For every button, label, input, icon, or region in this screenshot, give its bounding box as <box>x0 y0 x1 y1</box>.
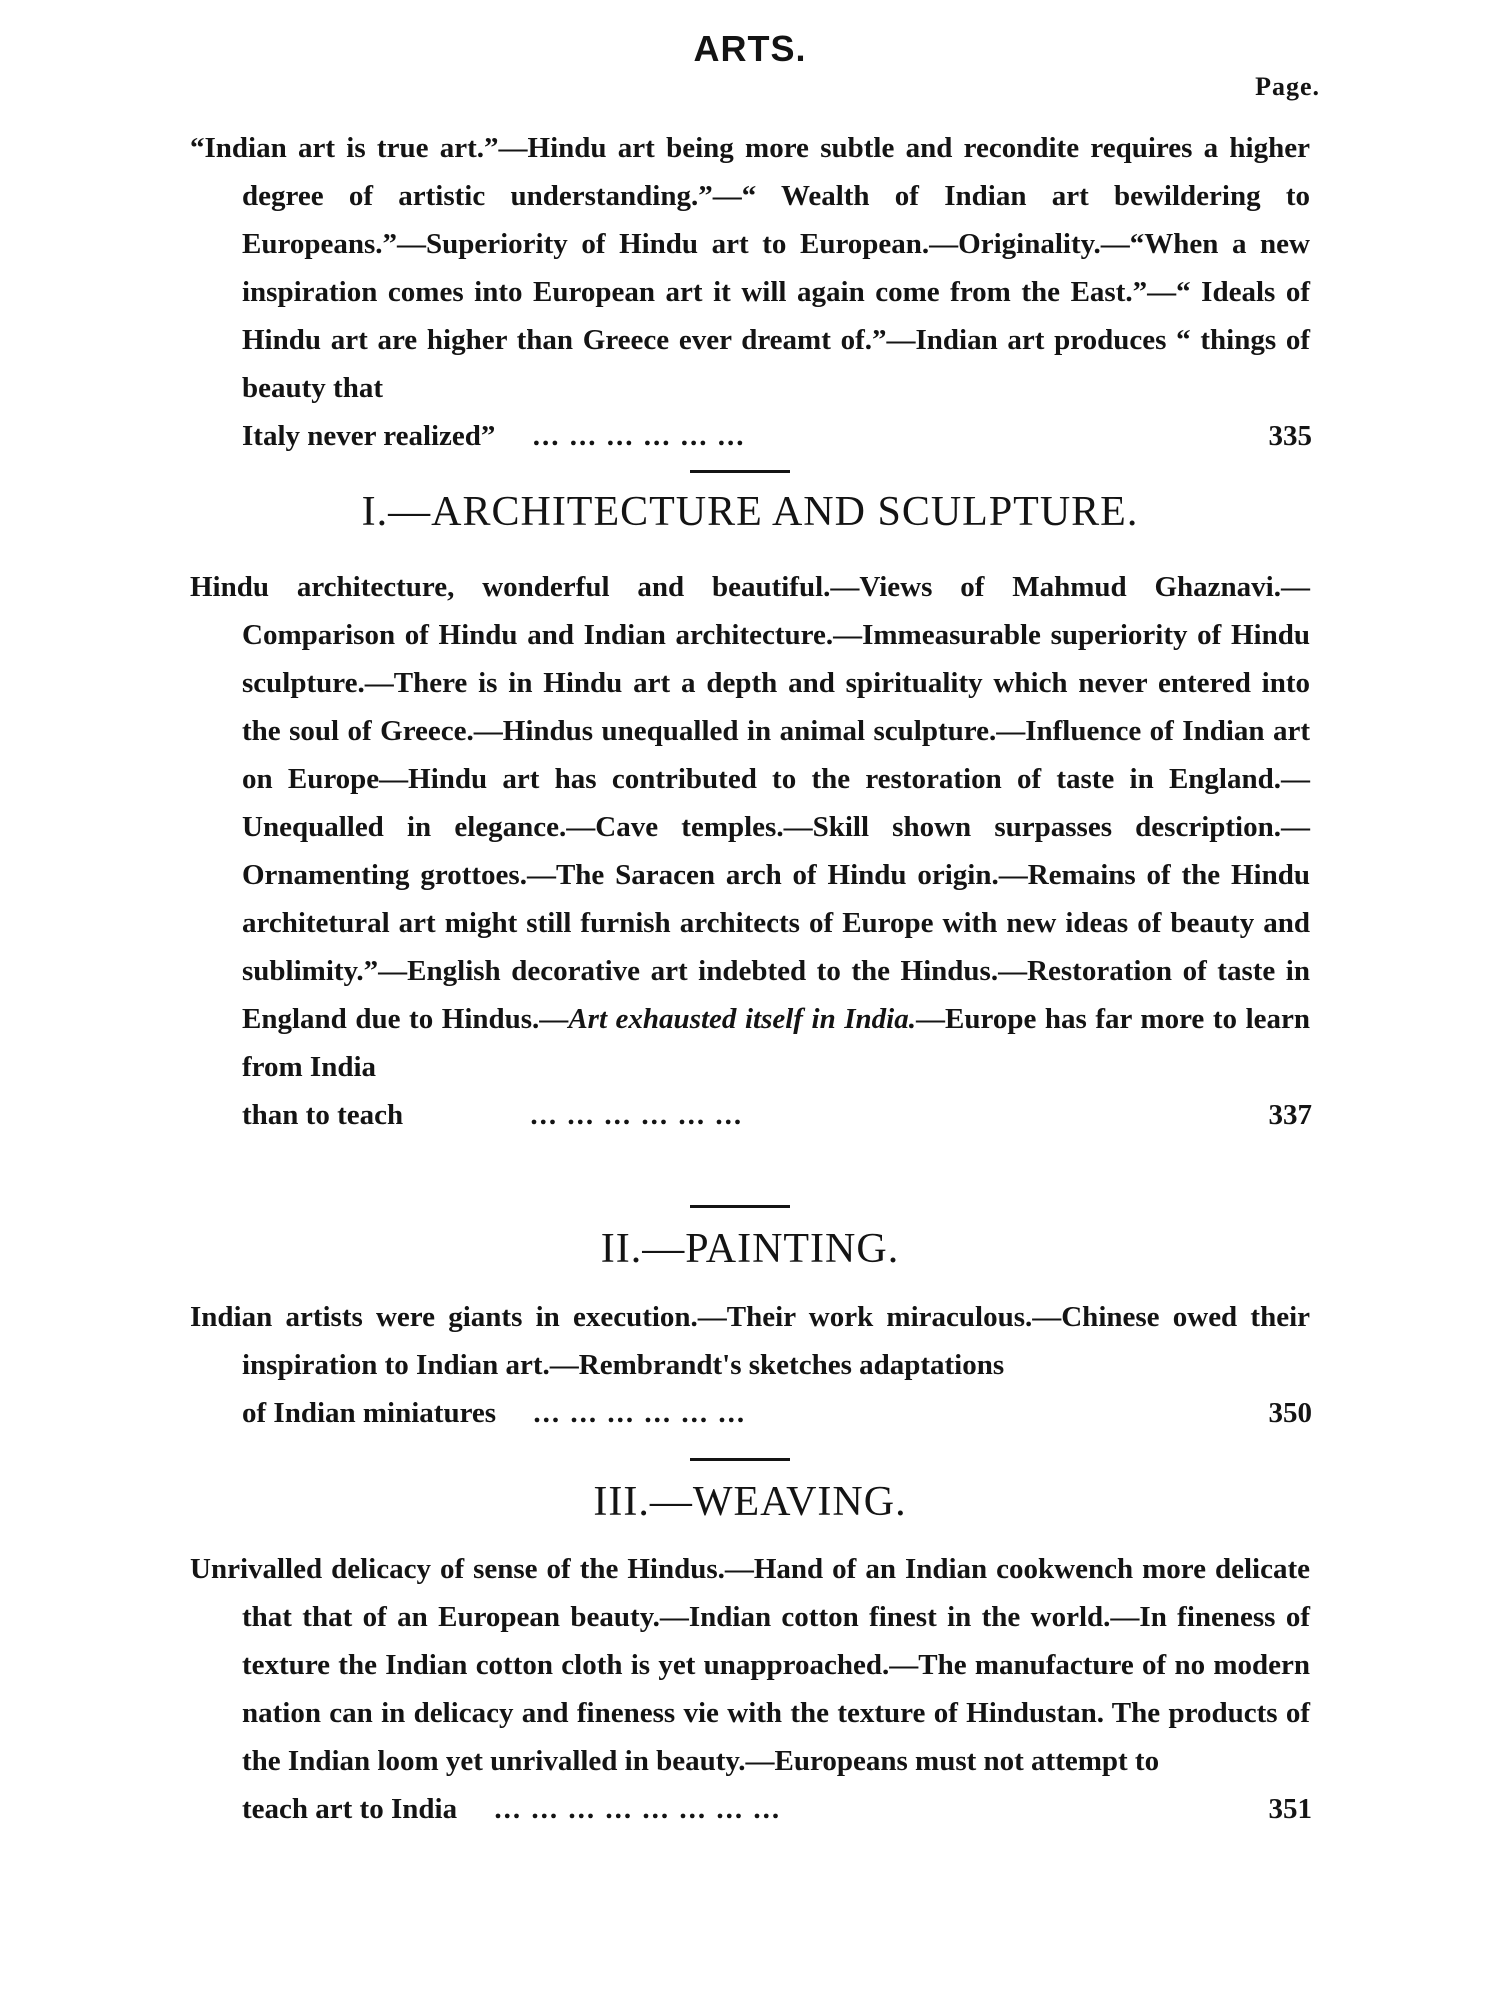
section-heading-weaving: III.—WEAVING. <box>593 1479 907 1525</box>
entry-last-text: Italy never realized” <box>242 420 496 452</box>
entry-last-line <box>242 1785 1310 1833</box>
toc-entry-intro <box>190 124 1310 460</box>
entry-last-line <box>242 1091 1310 1139</box>
page-number: 350 <box>1268 1397 1312 1429</box>
dot-leader: ... ... ... ... ... ... <box>532 420 746 452</box>
toc-entry-weaving <box>190 1545 1310 1833</box>
toc-entry-painting <box>190 1293 1310 1437</box>
entry-text: Indian artists were giants in execution.—Their work miraculous.—Chinese owed their inspiration to Indian art.—Rembrandt's sketches adaptations <box>190 1301 1310 1381</box>
entry-italic-text: Art exhausted itself in India. <box>568 1003 916 1035</box>
divider-rule <box>690 1458 790 1461</box>
page-number: 335 <box>1268 420 1312 452</box>
entry-last-line <box>242 412 1310 460</box>
dot-leader: ... ... ... ... ... ... ... ... <box>494 1793 782 1825</box>
entry-text: Hindu architecture, wonderful and beautiful.—Views of Mahmud Ghaznavi.—Comparison of Hindu and Indian architecture.—Immeasurable superiority of Hindu sculpture.—There is in Hindu art a depth and spirituality which never entered into the soul of Greece.—Hindus unequalled in animal sculpture.—Influence of Indian art on Europe—Hindu art has contributed to the restoration of taste in England.—Unequalled in elegance.—Cave temples.—Skill shown surpasses description.—Ornamenting grottoes.—The Saracen arch of Hindu origin.—Remains of the Hindu architetural art might still furnish architects of Europe with new ideas of beauty and sublimity.”—English decorative art indebted to the Hindus.—Restoration of taste in England due to Hindus.— <box>190 571 1310 1035</box>
entry-text: “Indian art is true art.”—Hindu art being more subtle and recondite requires a higher degree of artistic understanding.”—“ Wealth of Indian art bewildering to Europeans.”—Superiority of Hindu art to European.—Originality.—“When a new inspiration comes into European art it will again come from the East.”—“ Ideals of Hindu art are higher than Greece ever dreamt of.”—Indian art produces “ things of beauty that <box>190 132 1310 404</box>
divider-rule <box>690 470 790 473</box>
section-heading-architecture: I.—ARCHITECTURE AND SCULPTURE. <box>361 489 1139 535</box>
toc-entry-architecture <box>190 563 1310 1139</box>
page-number: 337 <box>1268 1099 1312 1131</box>
dot-leader: ... ... ... ... ... ... <box>533 1397 747 1429</box>
page-title: ARTS. <box>693 28 807 69</box>
entry-last-text: of Indian miniatures <box>242 1397 497 1429</box>
entry-text: Unrivalled delicacy of sense of the Hindus.—Hand of an Indian cookwench more delicate that that of an European beauty.—Indian cotton finest in the world.—In fineness of texture the Indian cotton cloth is yet unapproached.—The manufacture of no modern nation can in delicacy and fineness vie with the texture of Hindustan. The products of the Indian loom yet unrivalled in beauty.—Europeans must not attempt to <box>190 1553 1310 1777</box>
divider-rule <box>690 1205 790 1208</box>
entry-last-line <box>242 1389 1310 1437</box>
entry-last-text: than to teach <box>242 1099 404 1131</box>
dot-leader: ... ... ... ... ... ... <box>530 1099 744 1131</box>
entry-last-text: teach art to India <box>242 1793 458 1825</box>
entry-text-continued: —Europe has far more to learn from India <box>242 1003 1311 1083</box>
page-number: 351 <box>1268 1793 1312 1825</box>
section-heading-painting: II.—PAINTING. <box>600 1226 900 1272</box>
page-column-label: Page. <box>1255 72 1320 101</box>
